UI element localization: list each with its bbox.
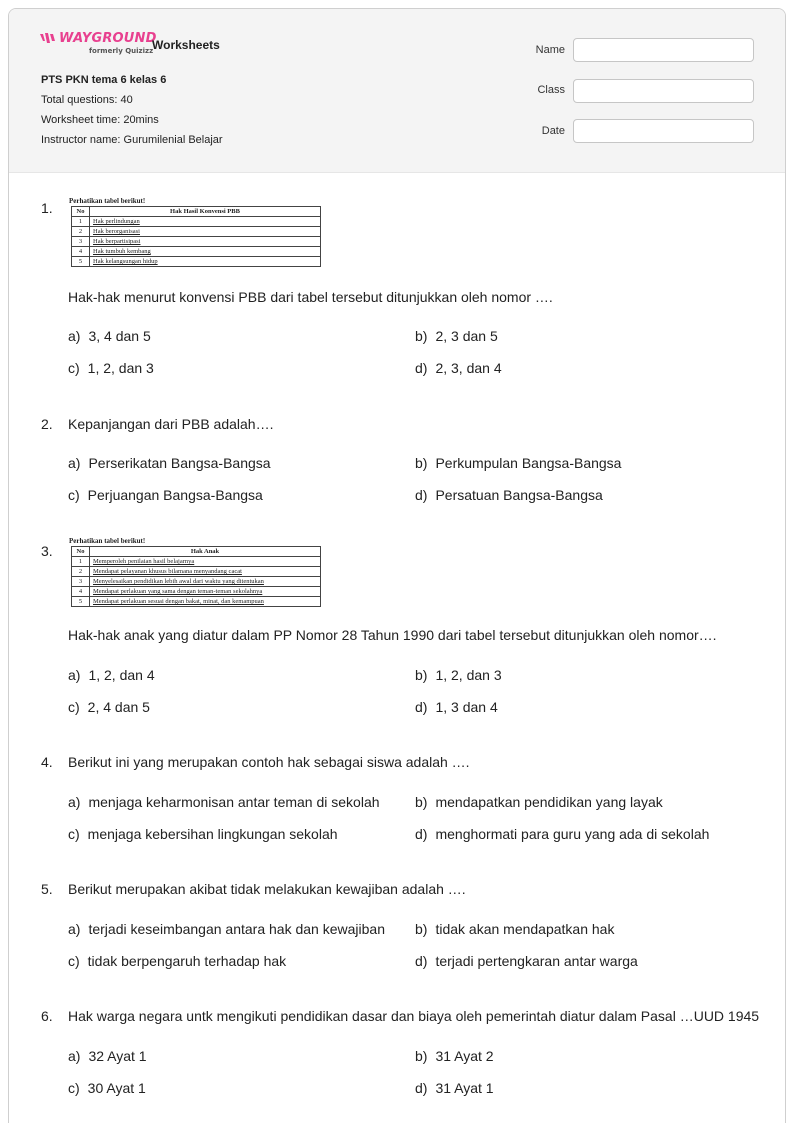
table-header-row bbox=[72, 207, 321, 217]
table-header: No bbox=[72, 207, 90, 217]
table-caption: Perhatikan tabel berikut! bbox=[69, 197, 146, 205]
wayground-logo bbox=[40, 31, 157, 59]
option-letter: b) bbox=[415, 794, 428, 810]
table-row bbox=[72, 597, 321, 607]
option-text: tidak akan mendapatkan hak bbox=[435, 921, 615, 937]
option-letter: c) bbox=[68, 1080, 80, 1096]
option-text: 1, 2, dan 4 bbox=[88, 667, 155, 683]
table-cell: 3 bbox=[72, 237, 90, 247]
option-b[interactable] bbox=[415, 794, 663, 810]
option-letter: c) bbox=[68, 953, 80, 969]
question-text: Hak-hak menurut konvensi PBB dari tabel tersebut ditunjukkan oleh nomor …. bbox=[68, 289, 553, 305]
option-d[interactable] bbox=[415, 699, 498, 715]
data-table bbox=[71, 546, 321, 607]
option-text: Perkumpulan Bangsa-Bangsa bbox=[435, 455, 622, 471]
table-cell: 1 bbox=[72, 217, 90, 227]
table-cell: 2 bbox=[72, 567, 90, 577]
option-letter: a) bbox=[68, 667, 81, 683]
option-text: 2, 3 dan 5 bbox=[435, 328, 498, 344]
table-header-row bbox=[72, 547, 321, 557]
table-cell: 1 bbox=[72, 557, 90, 567]
instructor-name: Instructor name: Gurumilenial Belajar bbox=[41, 134, 223, 146]
option-text: tidak berpengaruh terhadap hak bbox=[87, 953, 287, 969]
option-a[interactable] bbox=[68, 328, 151, 344]
question-number: 5. bbox=[41, 881, 53, 897]
question-number: 3. bbox=[41, 543, 53, 559]
worksheet-time: Worksheet time: 20mins bbox=[41, 114, 159, 126]
option-b[interactable] bbox=[415, 455, 621, 471]
total-questions: Total questions: 40 bbox=[41, 94, 133, 106]
option-a[interactable] bbox=[68, 455, 271, 471]
logo-mark-icon bbox=[40, 33, 58, 45]
worksheet-page bbox=[8, 8, 786, 1123]
option-b[interactable] bbox=[415, 921, 614, 937]
table-cell: Hak berpartisipasi bbox=[90, 237, 321, 247]
date-label: Date bbox=[541, 125, 565, 137]
question-text: Hak warga negara untk mengikuti pendidikan dasar dan biaya oleh pemerintah diatur dalam Pasal …UUD 1945 bbox=[68, 1008, 760, 1024]
option-c[interactable] bbox=[68, 826, 338, 842]
table-row bbox=[72, 587, 321, 597]
option-letter: a) bbox=[68, 921, 81, 937]
option-d[interactable] bbox=[415, 360, 502, 376]
option-a[interactable] bbox=[68, 921, 385, 937]
worksheet-title: PTS PKN tema 6 kelas 6 bbox=[41, 74, 167, 86]
option-a[interactable] bbox=[68, 1048, 147, 1064]
option-letter: d) bbox=[415, 360, 428, 376]
option-text: 30 Ayat 1 bbox=[87, 1080, 146, 1096]
option-letter: c) bbox=[68, 826, 80, 842]
table-cell: 4 bbox=[72, 587, 90, 597]
option-letter: d) bbox=[415, 1080, 428, 1096]
option-letter: a) bbox=[68, 1048, 81, 1064]
class-label: Class bbox=[537, 84, 565, 96]
option-text: menghormati para guru yang ada di sekolah bbox=[435, 826, 710, 842]
data-table bbox=[71, 206, 321, 267]
question-text: Kepanjangan dari PBB adalah…. bbox=[68, 416, 274, 432]
option-text: 1, 2, dan 3 bbox=[435, 667, 502, 683]
option-text: 2, 3, dan 4 bbox=[435, 360, 502, 376]
question-text: Hak-hak anak yang diatur dalam PP Nomor 28 Tahun 1990 dari tabel tersebut ditunjukkan oleh nomor…. bbox=[68, 627, 717, 643]
table-row bbox=[72, 567, 321, 577]
option-letter: a) bbox=[68, 794, 81, 810]
option-text: terjadi pertengkaran antar warga bbox=[435, 953, 638, 969]
option-letter: b) bbox=[415, 328, 428, 344]
option-text: 1, 3 dan 4 bbox=[435, 699, 498, 715]
option-b[interactable] bbox=[415, 328, 498, 344]
option-c[interactable] bbox=[68, 953, 286, 969]
option-text: 31 Ayat 2 bbox=[435, 1048, 494, 1064]
table-cell: 4 bbox=[72, 247, 90, 257]
option-d[interactable] bbox=[415, 953, 638, 969]
option-b[interactable] bbox=[415, 667, 502, 683]
table-row bbox=[72, 217, 321, 227]
option-c[interactable] bbox=[68, 699, 150, 715]
option-text: 31 Ayat 1 bbox=[435, 1080, 494, 1096]
table-cell: Menyelesaikan pendidikan lebih awal dari waktu yang ditentukan bbox=[90, 577, 321, 587]
option-text: 32 Ayat 1 bbox=[88, 1048, 147, 1064]
table-cell: Memperoleh penilaian hasil belajarnya bbox=[90, 557, 321, 567]
option-text: Perjuangan Bangsa-Bangsa bbox=[87, 487, 263, 503]
question-number: 4. bbox=[41, 754, 53, 770]
table-header: No bbox=[72, 547, 90, 557]
option-a[interactable] bbox=[68, 667, 155, 683]
option-text: 1, 2, dan 3 bbox=[87, 360, 154, 376]
table-cell: Mendapat perlakuan yang sama dengan teman-teman sekolahnya bbox=[90, 587, 321, 597]
table-caption: Perhatikan tabel berikut! bbox=[69, 537, 146, 545]
option-letter: c) bbox=[68, 360, 80, 376]
table-cell: Hak kelangsungan hidup bbox=[90, 257, 321, 267]
class-field[interactable] bbox=[573, 79, 754, 103]
option-letter: d) bbox=[415, 487, 428, 503]
question-number: 6. bbox=[41, 1008, 53, 1024]
option-a[interactable] bbox=[68, 794, 380, 810]
name-label: Name bbox=[535, 44, 565, 56]
option-text: menjaga kebersihan lingkungan sekolah bbox=[87, 826, 338, 842]
table-header: Hak Hasil Konvensi PBB bbox=[90, 207, 321, 217]
table-cell: Hak tumbuh kembang bbox=[90, 247, 321, 257]
option-letter: c) bbox=[68, 699, 80, 715]
option-c[interactable] bbox=[68, 360, 154, 376]
table-row bbox=[72, 577, 321, 587]
option-letter: b) bbox=[415, 455, 428, 471]
logo-wordmark: WAYGROUND bbox=[59, 31, 157, 46]
option-b[interactable] bbox=[415, 1048, 494, 1064]
option-letter: d) bbox=[415, 699, 428, 715]
date-field[interactable] bbox=[573, 119, 754, 143]
option-text: 2, 4 dan 5 bbox=[87, 699, 150, 715]
name-field[interactable] bbox=[573, 38, 754, 62]
option-text: 3, 4 dan 5 bbox=[88, 328, 151, 344]
table-row bbox=[72, 247, 321, 257]
option-letter: d) bbox=[415, 953, 428, 969]
option-text: menjaga keharmonisan antar teman di sekolah bbox=[88, 794, 380, 810]
option-letter: b) bbox=[415, 921, 428, 937]
table-header: Hak Anak bbox=[90, 547, 321, 557]
question-table bbox=[69, 537, 321, 607]
table-row bbox=[72, 237, 321, 247]
question-text: Berikut ini yang merupakan contoh hak sebagai siswa adalah …. bbox=[68, 754, 470, 770]
question-table bbox=[69, 197, 321, 267]
logo-tagline: formerly Quizizz bbox=[89, 47, 154, 55]
table-cell: Mendapat pelayanan khusus bilamana menyandang cacat bbox=[90, 567, 321, 577]
option-letter: c) bbox=[68, 487, 80, 503]
table-cell: 5 bbox=[72, 257, 90, 267]
table-cell: Mendapat perlakuan sesuai dengan bakat, minat, dan kemampuan bbox=[90, 597, 321, 607]
question-number: 2. bbox=[41, 416, 53, 432]
product-label: Worksheets bbox=[152, 38, 220, 52]
option-d[interactable] bbox=[415, 487, 603, 503]
option-letter: b) bbox=[415, 1048, 428, 1064]
question-text: Berikut merupakan akibat tidak melakukan kewajiban adalah …. bbox=[68, 881, 466, 897]
option-letter: b) bbox=[415, 667, 428, 683]
option-letter: a) bbox=[68, 328, 81, 344]
option-letter: a) bbox=[68, 455, 81, 471]
table-row bbox=[72, 257, 321, 267]
table-cell: 2 bbox=[72, 227, 90, 237]
table-row bbox=[72, 227, 321, 237]
option-d[interactable] bbox=[415, 826, 709, 842]
table-row bbox=[72, 557, 321, 567]
option-c[interactable] bbox=[68, 487, 263, 503]
worksheet-header bbox=[9, 9, 785, 173]
option-text: Perserikatan Bangsa-Bangsa bbox=[88, 455, 271, 471]
option-d[interactable] bbox=[415, 1080, 494, 1096]
question-number: 1. bbox=[41, 200, 53, 216]
table-cell: 3 bbox=[72, 577, 90, 587]
option-letter: d) bbox=[415, 826, 428, 842]
option-text: Persatuan Bangsa-Bangsa bbox=[435, 487, 603, 503]
option-text: terjadi keseimbangan antara hak dan kewajiban bbox=[88, 921, 385, 937]
table-cell: 5 bbox=[72, 597, 90, 607]
option-text: mendapatkan pendidikan yang layak bbox=[435, 794, 663, 810]
option-c[interactable] bbox=[68, 1080, 146, 1096]
table-cell: Hak berorganisasi bbox=[90, 227, 321, 237]
table-cell: Hak perlindungan bbox=[90, 217, 321, 227]
